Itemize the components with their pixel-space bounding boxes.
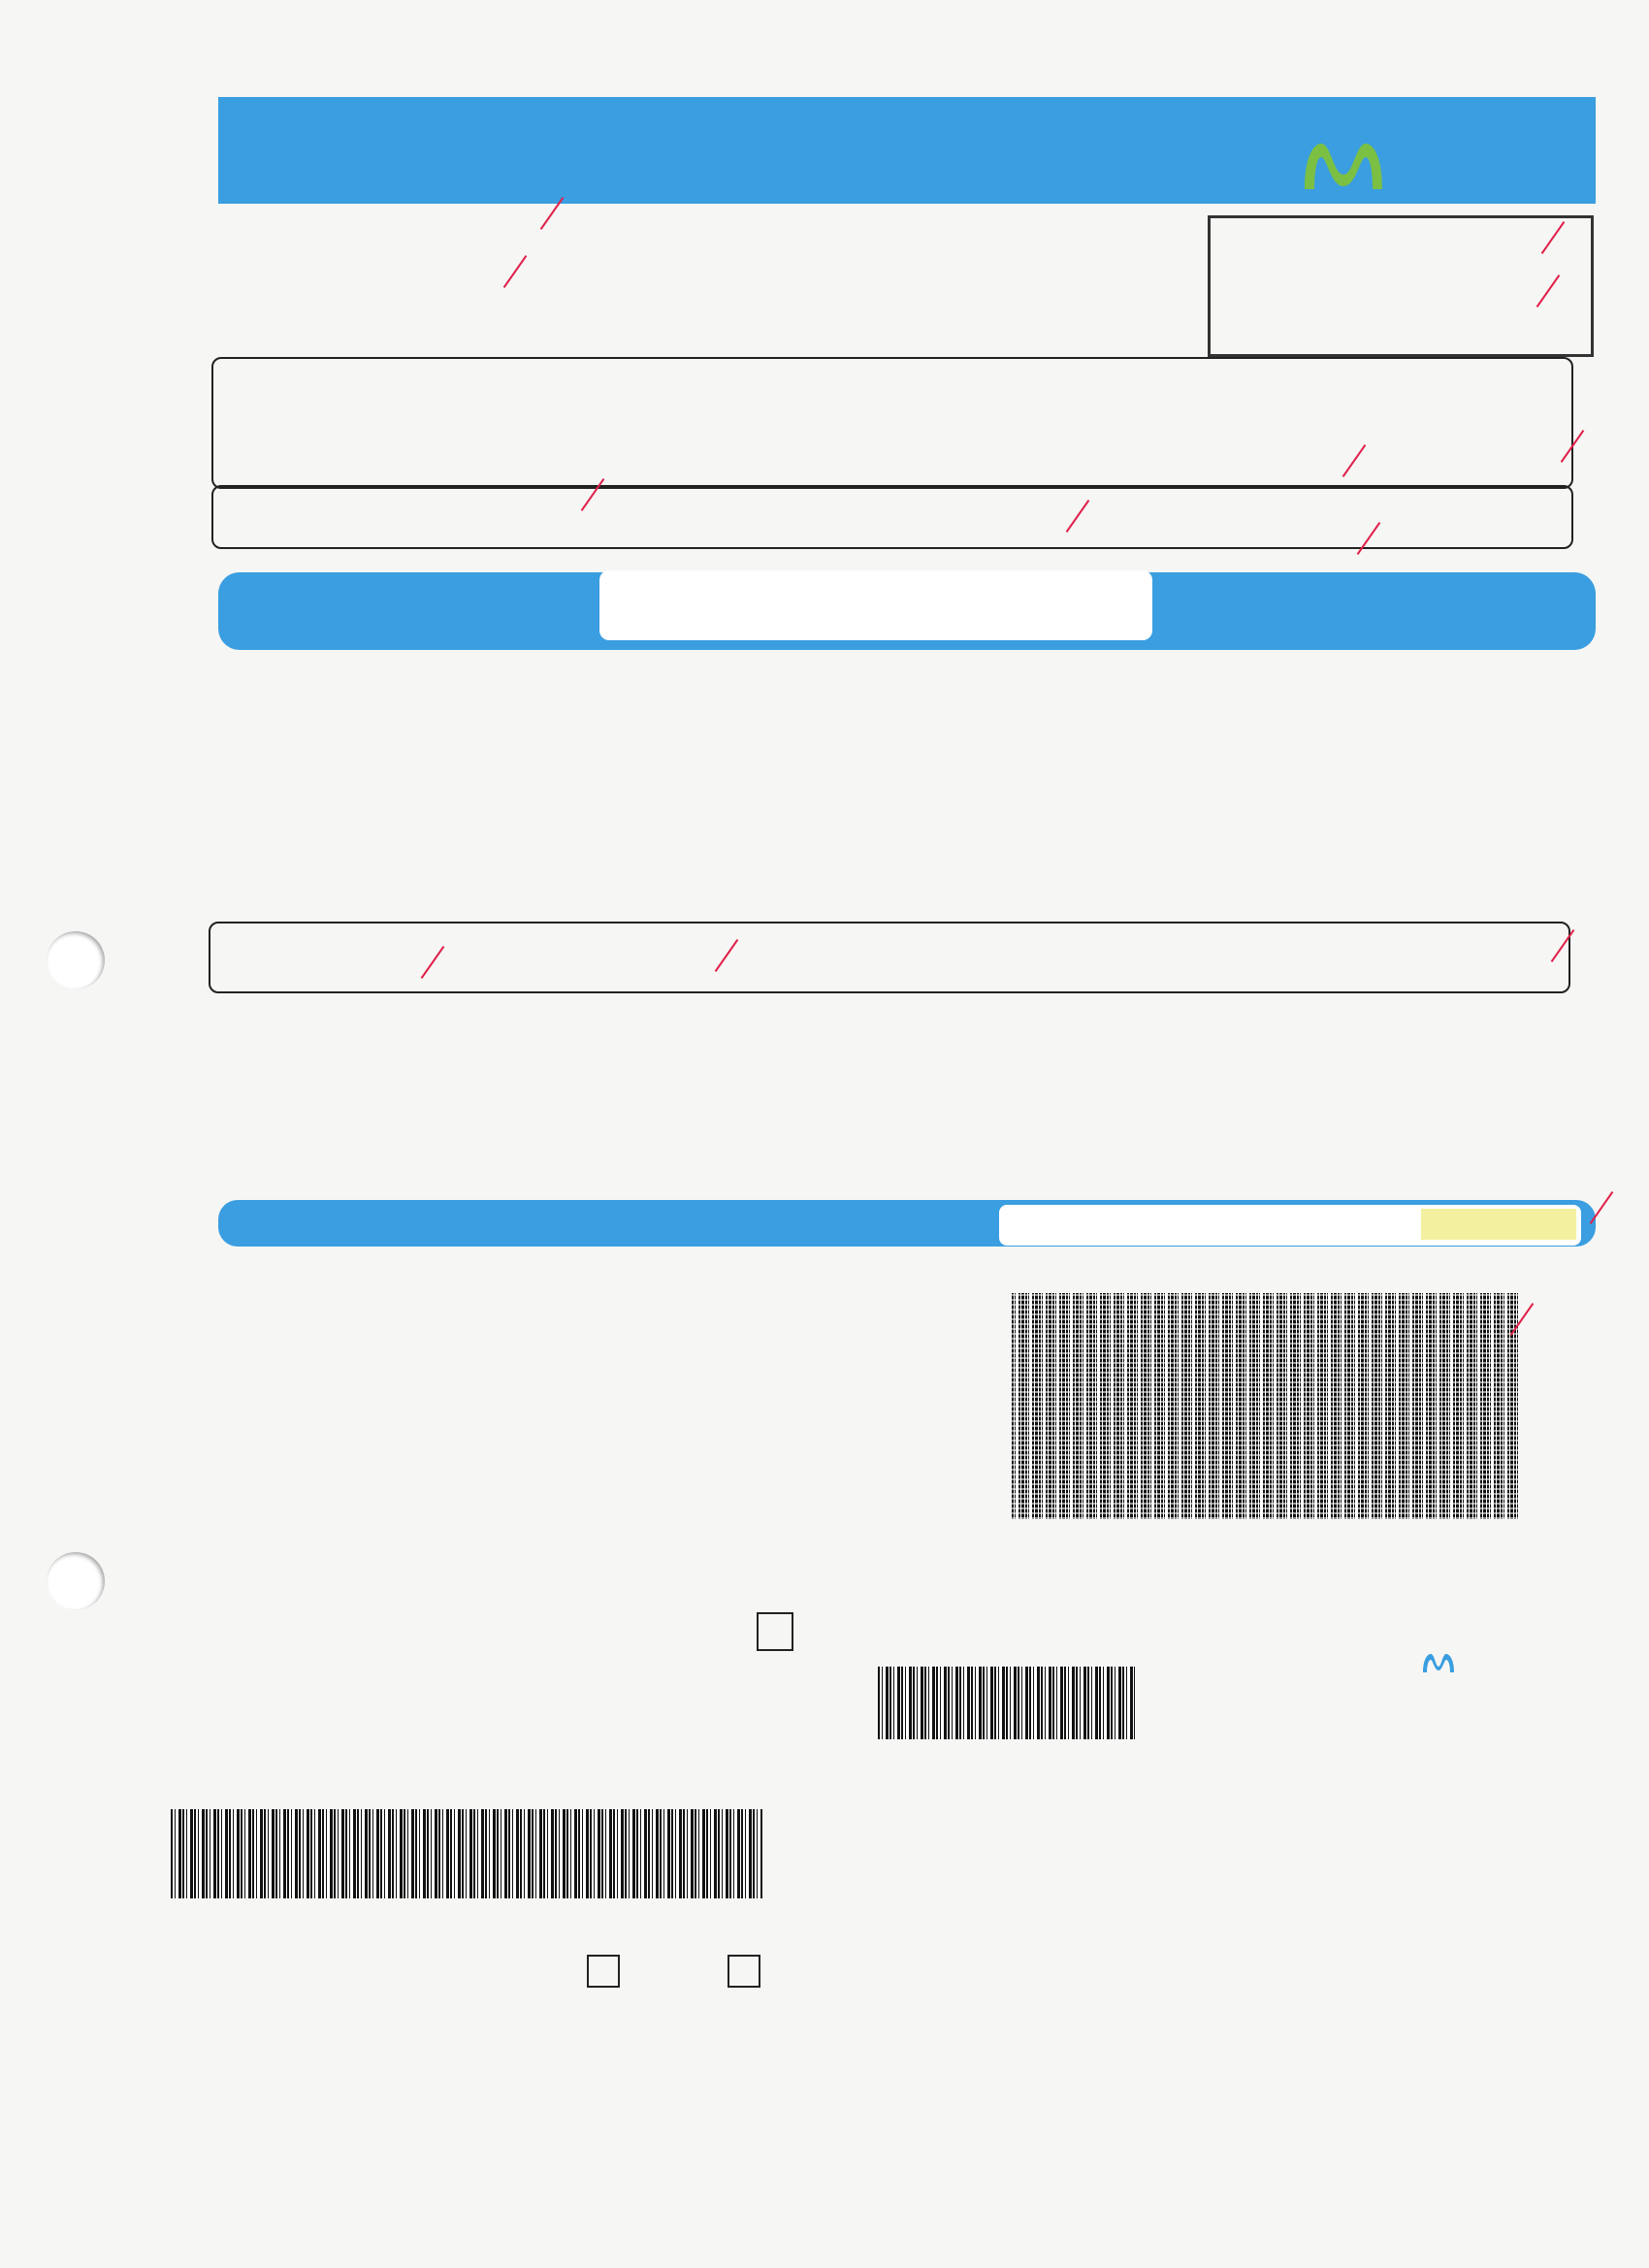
line-item-row <box>209 768 1567 801</box>
line-item-row <box>209 827 1567 860</box>
line-item-row <box>209 667 1567 700</box>
line-item-row <box>209 718 1567 751</box>
movistar-small-icon <box>1421 1651 1456 1674</box>
mailing-barcode <box>878 1667 1135 1739</box>
punch-hole-top <box>47 931 105 989</box>
electronic-stamp-barcode <box>1012 1293 1519 1519</box>
invoice-id-box <box>1208 215 1594 357</box>
summary-title-box <box>599 570 1152 640</box>
pay-box <box>999 1205 1581 1246</box>
coupon-f-mark <box>757 1612 793 1651</box>
client-info-box <box>211 357 1573 489</box>
mailing-logo <box>1421 1651 1462 1674</box>
movistar-logo <box>1300 131 1401 199</box>
line-item-row <box>209 869 1567 902</box>
punch-hole-bottom <box>47 1552 105 1610</box>
coupon-barcode <box>171 1809 762 1898</box>
totals-box <box>209 922 1570 993</box>
cheque-checkbox[interactable] <box>728 1955 760 1988</box>
movistar-m-icon <box>1300 136 1387 194</box>
pay-amount <box>1421 1209 1576 1240</box>
check-mark-13 <box>1590 1191 1614 1224</box>
check-mark-2 <box>503 255 528 288</box>
efectivo-checkbox[interactable] <box>587 1955 620 1988</box>
